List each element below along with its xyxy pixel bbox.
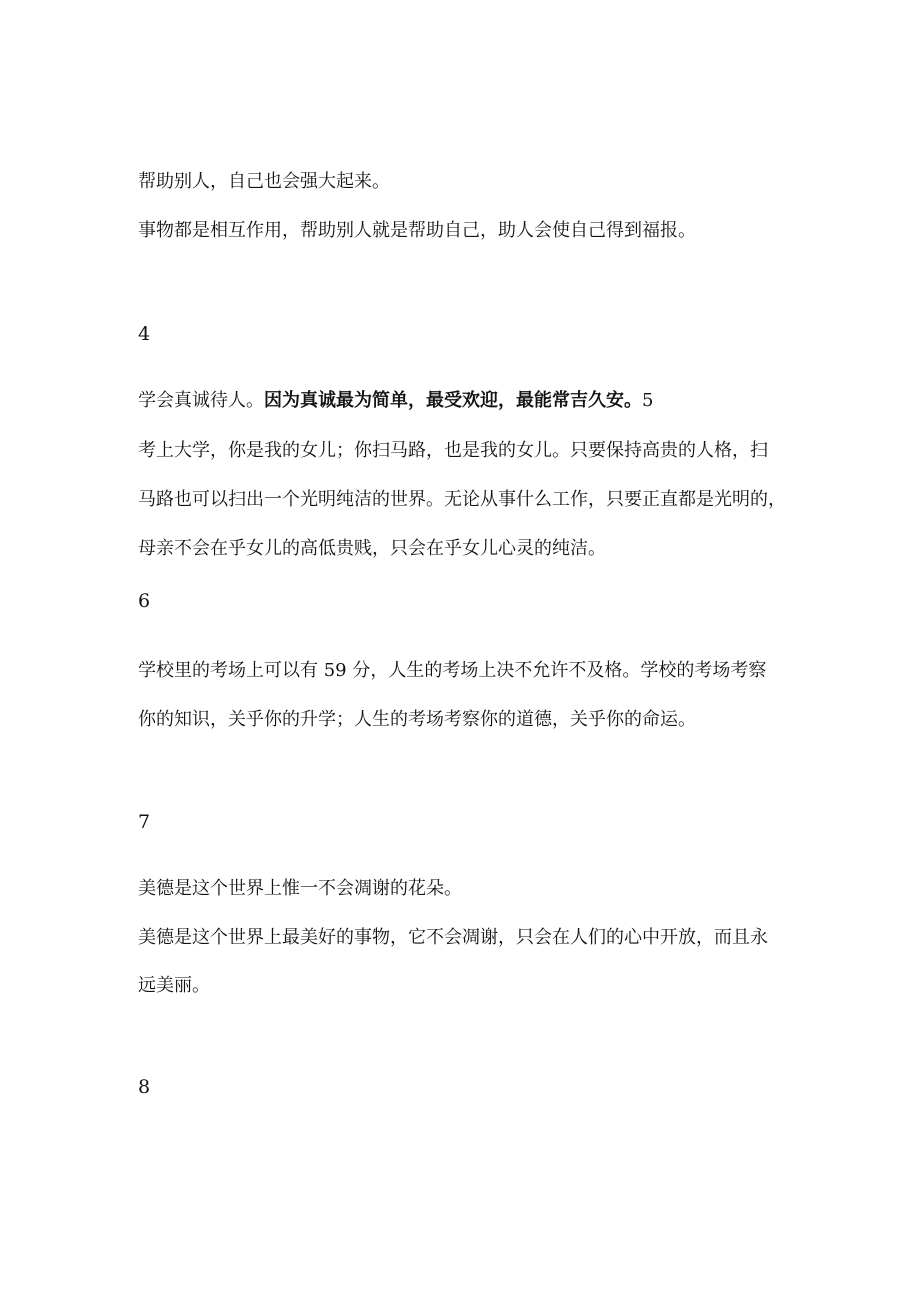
text-line-mutual-effect: 事物都是相互作用，帮助别人就是帮助自己，助人会使自己得到福报。 xyxy=(138,220,696,241)
section-number-5: 5 xyxy=(642,390,654,411)
section-number-6: 6 xyxy=(138,590,151,612)
text-line-virtue-2: 美德是这个世界上最美好的事物，它不会凋谢，只会在人们的心中开放，而且永 xyxy=(138,927,768,948)
text-line-virtue-1: 美德是这个世界上惟一不会凋谢的花朵。 xyxy=(138,878,462,899)
text-line-exam-2: 你的知识，关乎你的升学；人生的考场考察你的道德，关乎你的命运。 xyxy=(138,709,696,730)
exam-text-a: 学校里的考场上可以有 xyxy=(138,660,318,681)
text-line-daughter-1: 考上大学，你是我的女儿；你扫马路，也是我的女儿。只要保持高贵的人格，扫 xyxy=(138,440,768,461)
text-line-daughter-3: 母亲不会在乎女儿的高低贵贱，只会在乎女儿心灵的纯洁。 xyxy=(138,538,606,559)
text-line-virtue-3: 远美丽。 xyxy=(138,975,210,996)
sincerity-bold-text: 因为真诚最为简单，最受欢迎，最能常吉久安。 xyxy=(264,390,642,411)
sincerity-normal-text: 学会真诚待人。 xyxy=(138,390,264,411)
section-number-7: 7 xyxy=(138,811,151,833)
exam-text-b: 分，人生的考场上决不允许不及格。学校的考场考察 xyxy=(352,660,767,681)
text-line-help-others: 帮助别人，自己也会强大起来。 xyxy=(138,171,390,192)
text-line-sincerity xyxy=(138,389,653,413)
text-line-daughter-2: 马路也可以扫出一个光明纯洁的世界。无论从事什么工作，只要正直都是光明的， xyxy=(138,489,786,510)
section-number-8: 8 xyxy=(138,1076,151,1098)
exam-score-number: 59 xyxy=(323,660,347,681)
section-number-4: 4 xyxy=(138,323,151,345)
text-line-exam-1 xyxy=(138,659,766,683)
